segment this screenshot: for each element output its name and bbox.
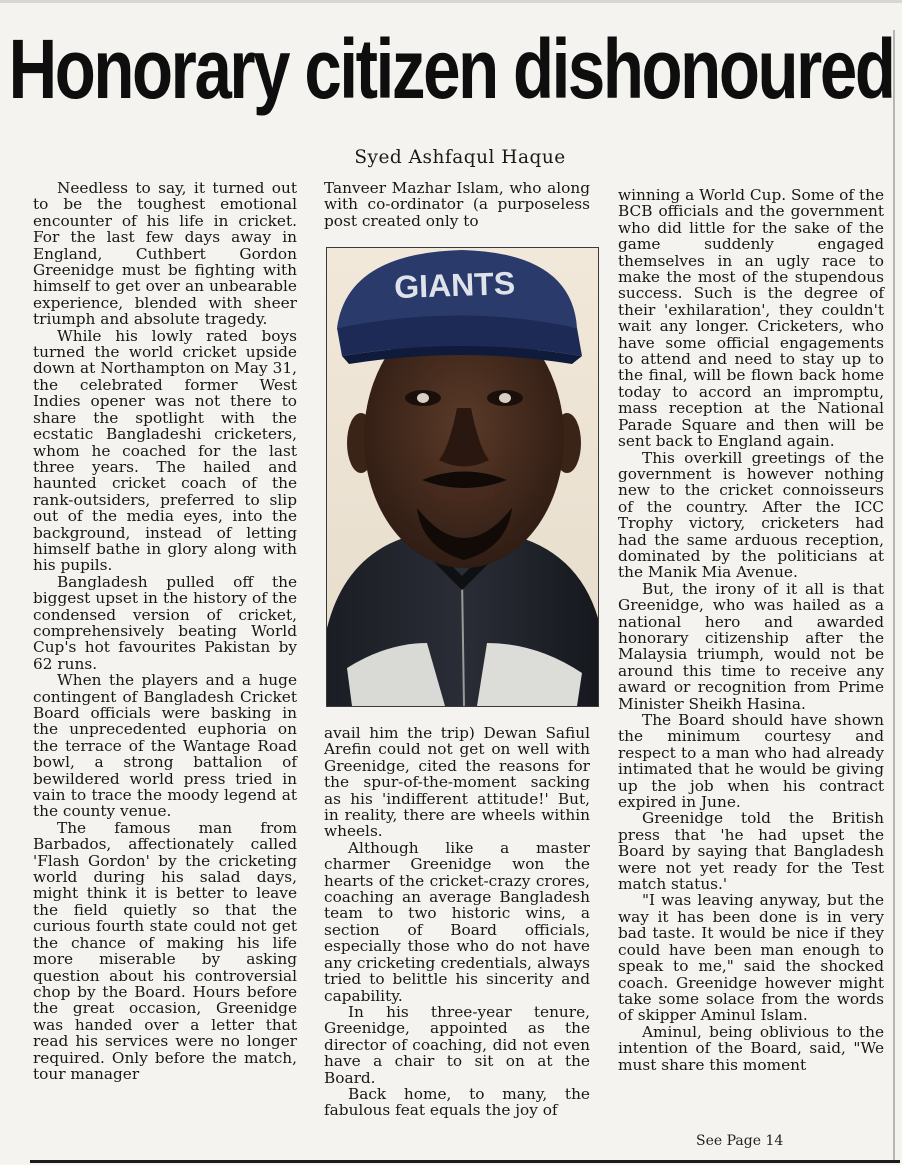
paragraph: winning a World Cup. Some of the BCB officials and the government who did little for the sake of the game suddenly engaged themselves in an ugly race to make the most of the stupendous success. Such is the degree of their 'exhilaration', they couldn't wait any longer. Cricketers, who have some official engagements to attend and need to stay up to the final, will be flown back home today to accord an impromptu, mass reception at the National Parade Square and then will be sent back to England again. bbox=[618, 186, 884, 451]
paragraph: Back home, to many, the fabulous feat equals the joy of bbox=[324, 1084, 590, 1120]
paragraph: In his three-year tenure, Greenidge, appointed as the director of coaching, did not even have a chair to sit on at the Board. bbox=[324, 1002, 590, 1087]
paragraph: This overkill greetings of the government is however nothing new to the cricket connoisseurs of the country. After the ICC Trophy victory, cricketers had had the same arduous reception, dominated by the politicians at the Manik Mia Avenue. bbox=[618, 448, 884, 582]
portrait-photo bbox=[326, 247, 599, 707]
column-2-top bbox=[324, 180, 590, 229]
paragraph: The Board should have shown the minimum courtesy and respect to a man who had already intimated that he would be giving up the job when his contract expired in June. bbox=[618, 711, 884, 812]
continuation-note: See Page 14 bbox=[696, 1133, 784, 1149]
paragraph: When the players and a huge contingent of Bangladesh Cricket Board officials were basking in the unprecedented euphoria on the terrace of the Wantage Road bowl, a strong battalion of bewildered world press tried in vain to trace the moody legend at the county venue. bbox=[33, 671, 297, 821]
paragraph: Greenidge told the British press that 'he had upset the Board by saying that Bangladesh were not yet ready for the Test match status.' bbox=[618, 809, 884, 894]
headline: Honorary citizen dishonoured bbox=[8, 22, 894, 116]
paragraph: Although like a master charmer Greenidge won the hearts of the cricket-crazy crores, coaching an average Bangladesh team to two historic wins, a section of Board officials, especially those who do not have any cricketing credentials, always tried to belittle his sincerity and capability. bbox=[324, 838, 590, 1005]
byline: Syed Ashfaqul Haque bbox=[354, 147, 566, 168]
column-1 bbox=[33, 180, 297, 1082]
paragraph: But, the irony of it all is that Greenidge, who was hailed as a national hero and awarded honorary citizenship after the Malaysia triumph, would not be around this time to receive any award or recognition from Prime Minister Sheikh Hasina. bbox=[618, 579, 884, 713]
footer-rule bbox=[30, 1160, 900, 1163]
paragraph: While his lowly rated boys turned the world cricket upside down at Northampton on May 31, the celebrated former West Indies opener was not there to share the spotlight with the ecstatic Bangladeshi cricketers, whom he coached for the last three years. The hailed and haunted cricket coach of the rank-outsiders, preferred to slip out of the media eyes, into the background, instead of letting himself bathe in glory along with his pupils. bbox=[33, 326, 297, 575]
paragraph: Tanveer Mazhar Islam, who along with co-ordinator (a purposeless post created only to bbox=[324, 179, 590, 230]
top-edge bbox=[0, 0, 902, 3]
paragraph: avail him the trip) Dewan Safiul Arefin could not get on well with Greenidge, cited the reasons for the spur-of-the-moment sacking as his 'indifferent attitude!' But, in reality, there are wheels within wheels. bbox=[324, 724, 590, 841]
paragraph: The famous man from Barbados, affectionately called 'Flash Gordon' by the cricketing world during his salad days, might think it is better to leave the field quietly so that the curious fourth state could not get the chance of making his life more miserable by asking question about his controversial chop by the Board. Hours before the great occasion, Greenidge was handed over a letter that read his services were no longer required. Only before the match, tour manager bbox=[33, 818, 297, 1083]
paragraph: Aminul, being oblivious to the intention of the Board, said, "We must share this moment bbox=[618, 1022, 884, 1074]
headline-block bbox=[0, 8, 902, 130]
right-edge-rule bbox=[893, 30, 895, 1160]
cap-logo-text: GIANTS bbox=[393, 264, 516, 306]
column-3 bbox=[618, 187, 884, 1073]
paragraph: "I was leaving anyway, but the way it has been done is in very bad taste. It would be nice if they could have been man enough to speak to me," said the shocked coach. Greenidge however might take some solace from the words of skipper Aminul Islam. bbox=[618, 891, 884, 1025]
column-2-bottom bbox=[324, 725, 590, 1119]
paragraph: Bangladesh pulled off the biggest upset in the history of the condensed version of cricket, comprehensively beating World Cup's hot favourites Pakistan by 62 runs. bbox=[33, 572, 297, 673]
portrait-illustration bbox=[327, 248, 598, 706]
paragraph: Needless to say, it turned out to be the toughest emotional encounter of his life in cricket. For the last few days away in England, Cuthbert Gordon Greenidge must be fighting with himself to get over an unbearable experience, blended with sheer triumph and absolute tragedy. bbox=[33, 179, 297, 329]
